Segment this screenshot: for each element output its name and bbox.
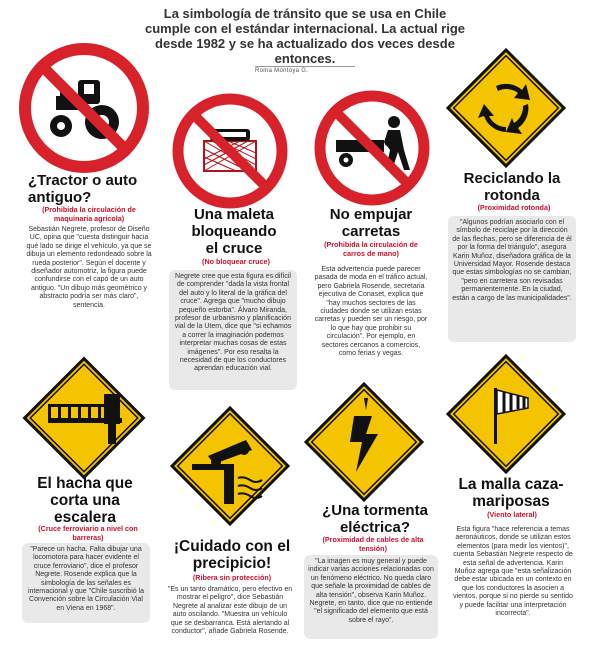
roundabout-icon bbox=[444, 46, 568, 170]
cart-prohibition-icon bbox=[314, 90, 430, 206]
sign-text-roundabout: "Algunos podrían asociarlo con el símbolo de reciclaje por la dirección de las flechas, pero se diferencia de él por la forma del triángulo", asegura Karin Muñoz, diseñadora gráfica de la Universidad Mayor. Rosende destaca que estas simbologías no se cambian, "pero en carretera son revisadas permanentemente. En la ciudad, están a cargo de las municipalidades". bbox=[452, 219, 572, 302]
intro-text: La simbología de tránsito que se usa en Chile cumple con el estándar internacional. La actual rige desde 1982 y se ha actualizado dos veces desde entonces. bbox=[144, 6, 466, 66]
lightning-icon bbox=[302, 380, 426, 504]
sign-text-tractor: Sebastián Negrete, profesor de Diseño UC, opina que "cuesta distinguir hacia qué lado se dirige el vehículo, ya que se dibuja un elemento redondeado sobre la rueda posterior". Según el docente y diseñador automotriz, la figura puede confundirse con el capó de un auto antiguo. "Un dibujo más geométrico y abstracto podría ser más claro", sentencia. bbox=[26, 226, 152, 309]
sign-title-windsock: La malla caza-mariposas bbox=[458, 476, 564, 510]
sign-text-windsock: Esta figura "hace referencia a temas aeronáuticos, donde se utilizan estos elementos (para medir los vientos)", cuenta Sebastián Negrete respecto de esta señal de advertencia. Karin Muñoz agrega que "esta señalización debe estar ubicada en un contexto en que los conductores la asocien a vientos, porque si no pierde su sentido y puede facilitar una interpretación incorrecta". bbox=[453, 526, 573, 618]
sign-title-roundabout: Reciclando la rotonda bbox=[463, 170, 561, 204]
suitcase-prohibition-icon bbox=[172, 93, 288, 209]
sign-title-lightning: ¿Una tormenta eléctrica? bbox=[322, 502, 428, 536]
sign-text-cart: Esta advertencia puede parecer pasada de moda en el tráfico actual, pero Gabriela Rosende, secretaria ejecutiva de Conaset, explica que "hay muchos sectores de las ciudades donde se utilizan estas carretas y pueden ser un riesgo, por lo que hay que prohibir su circulación". Por ejemplo, en sectores cercanos a comercios, como ferias y vegas. bbox=[314, 266, 428, 358]
cliff-icon bbox=[168, 404, 292, 528]
sign-text-lightning: "La imagen es muy general y puede indicar varias acciones relacionadas con un fenómeno eléctrico. No queda claro que señale la proximidad de cables de alta tensión", observa Karin Muñoz. Negrete, en tanto, dice que no entiende "el significado del elemento que está sobre el rayo". bbox=[308, 558, 434, 624]
railroad-crossing-icon bbox=[8, 354, 158, 484]
sign-subtitle-cliff: (Ribera sin protección) bbox=[192, 573, 272, 582]
sign-title-cart: No empujar carretas bbox=[329, 206, 413, 240]
sign-text-cliff: "Es un tanto dramático, pero efectivo en mostrar el peligro", dice Sebastián Negrete al analizar este dibujo de un auto oscilando. "Muestra un vehículo que se desbarranca. Está alertando al conductor", añade Gabriela Rosende. bbox=[167, 586, 293, 636]
sign-title-railroad: El hacha que corta una escalera bbox=[37, 475, 133, 526]
sign-text-railroad: "Parece un hacha. Falta dibujar una locomotora para hacer evidente el cruce ferroviario", dice el profesor Negrete. Rosende explica que la simbología de las señales es internacional y que "Chile suscribió la Convención sobre la Circulación Vial en Viena en 1968". bbox=[27, 546, 145, 612]
sign-subtitle-windsock: (Viento lateral) bbox=[487, 510, 537, 519]
sign-subtitle-lightning: (Proximidad de cables de alta tensión) bbox=[322, 535, 424, 553]
sign-title-tractor: ¿Tractor o auto antiguo? bbox=[28, 172, 138, 206]
sign-subtitle-roundabout: (Proximidad rotonda) bbox=[477, 203, 551, 212]
sign-subtitle-railroad: (Cruce ferroviario a nivel con barreras) bbox=[38, 524, 138, 542]
sign-subtitle-tractor: (Prohibida la circulación de maquinaria agrícola) bbox=[42, 205, 136, 223]
sign-subtitle-cart: (Prohibida la circulación de carros de mano) bbox=[324, 240, 418, 258]
byline: Roma Montoya G. bbox=[255, 66, 355, 74]
tractor-prohibition-icon bbox=[18, 42, 150, 174]
sign-subtitle-suitcase: (No bloquear cruce) bbox=[202, 257, 270, 266]
sign-text-suitcase: Negrete cree que esta figura es difícil de comprender "dada la vista frontal del auto y lo literal de la gráfica del cruce". Agrega que "mucho dibujo pequeño estorba". Álvaro Miranda, profesor de urbanismo y planificación vial de la Utem, dice que "si echamos a correr la imaginación podemos interpretar muchas cosas de estas imágenes". Por eso resalta la necesidad de que los conductores aprendan educación vial. bbox=[174, 273, 292, 373]
sign-title-suitcase: Una maleta bloqueando el cruce bbox=[191, 206, 277, 257]
sign-title-cliff: ¡Cuidado con el precipicio! bbox=[173, 538, 291, 572]
windsock-icon bbox=[444, 352, 568, 476]
